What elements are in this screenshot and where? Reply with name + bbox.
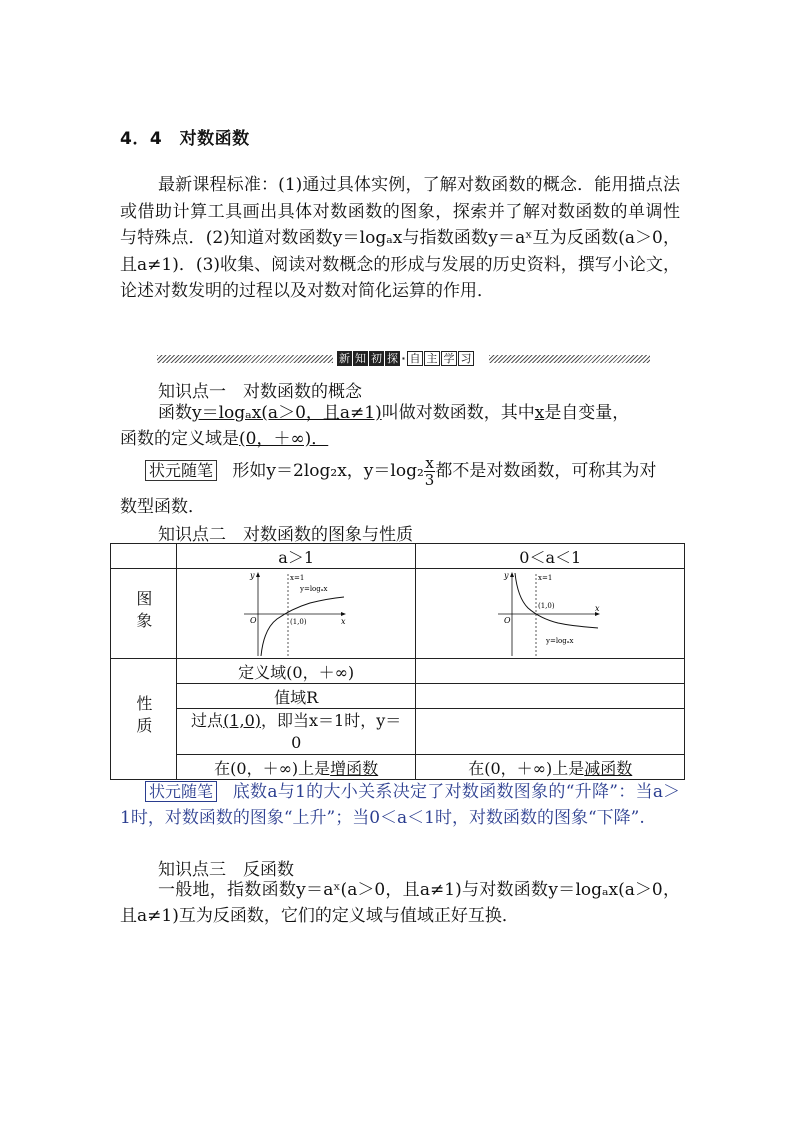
- kp1-line1: [158, 400, 629, 426]
- point-text: ，即当x＝1时，y＝: [261, 710, 402, 730]
- cell-domain: 定义域(0，＋∞): [176, 659, 416, 684]
- kp1-text: 叫做对数函数，其中: [381, 403, 535, 423]
- kp2-title: 知识点二 对数函数的图象与性质: [158, 525, 413, 545]
- line-label: x=1: [290, 573, 305, 582]
- fraction-denominator: 3: [424, 471, 435, 489]
- cell-increasing: [176, 755, 416, 780]
- note2-tag: 状元随笔: [145, 781, 217, 802]
- banner-char: 习: [458, 351, 474, 366]
- curve-label: y=logₐx: [300, 584, 328, 593]
- section-banner: [157, 351, 650, 367]
- cell-range: 值域R: [176, 684, 416, 709]
- kp1-text: 函数的定义域是: [120, 429, 239, 449]
- point-text: 0: [291, 732, 302, 752]
- note1-text: 形如y＝2log₂x，y＝log₂: [232, 461, 424, 481]
- fraction-numerator: x: [425, 454, 434, 472]
- banner-char: 学: [441, 351, 457, 366]
- note1: [145, 455, 656, 488]
- fraction: [424, 455, 436, 488]
- section-heading: 4．4 对数函数: [120, 129, 250, 149]
- origin-label: O: [504, 615, 511, 625]
- graph-decreasing: [496, 570, 604, 658]
- row-label-properties-text: 性质: [133, 695, 153, 739]
- graph-cell-increasing: [176, 569, 416, 659]
- log-curve: [515, 573, 598, 628]
- origin-label: O: [250, 615, 257, 625]
- y-label: y: [250, 570, 255, 580]
- kp1-title: 知识点一 对数函数的概念: [158, 382, 362, 402]
- cell-decreasing: [416, 755, 685, 780]
- graph-cell-decreasing: [416, 569, 685, 659]
- log-curve: [261, 597, 344, 656]
- note1-text-cont: 数型函数．: [120, 497, 205, 517]
- banner-char: 新: [339, 352, 350, 365]
- cell-empty: [416, 659, 685, 684]
- kp1-domain: (0，＋∞)．: [239, 429, 329, 449]
- banner-char: 探: [387, 352, 398, 365]
- note2-text: 底数a与1的大小关系决定了对数函数图象的“升降”：当a＞1时，对数函数的图象“上升”；当0＜a＜1时，对数函数的图象“下降”.: [120, 782, 681, 828]
- x-label: x: [341, 616, 346, 626]
- table-corner: [111, 544, 177, 569]
- mono-text: 在(0，＋∞)上是: [468, 758, 585, 778]
- point-label: (1,0): [290, 617, 307, 626]
- cell-fixed-point: [176, 709, 416, 755]
- kp1-definition: y＝logₐx(a＞0，且a≠1): [192, 403, 382, 423]
- y-axis-arrow: [510, 572, 514, 577]
- note1-text: 都不是对数函数，可称其为对: [435, 461, 657, 481]
- point-text: 过点: [191, 710, 224, 730]
- cell-empty: [416, 709, 685, 755]
- row-label-properties: [111, 659, 177, 780]
- row-label-graph: [111, 569, 177, 659]
- kp1-text: 函数: [158, 403, 192, 423]
- y-label: y: [504, 570, 509, 580]
- line-label: x=1: [538, 573, 553, 582]
- banner-char: 自: [407, 351, 423, 366]
- point-value: (1,0): [223, 710, 261, 730]
- y-axis-arrow: [256, 572, 260, 577]
- kp1-text: 是自变量，: [544, 403, 630, 423]
- header-a-greater-1: a＞1: [176, 544, 416, 569]
- banner-char: 主: [424, 351, 440, 366]
- graph-increasing: [242, 570, 350, 658]
- header-a-between-0-1: 0＜a＜1: [416, 544, 685, 569]
- x-axis-arrow: [341, 612, 346, 616]
- curve-label: y=logₐx: [546, 636, 574, 645]
- banner-hatch-right: [489, 355, 650, 363]
- point-label: (1,0): [538, 601, 555, 610]
- banner-dot: ·: [401, 352, 406, 365]
- banner-char: 知: [355, 352, 366, 365]
- banner-char: 初: [371, 352, 382, 365]
- mono-value: 减函数: [584, 758, 633, 778]
- cell-empty: [416, 684, 685, 709]
- mono-value: 增函数: [330, 758, 379, 778]
- note1-tag: 状元随笔: [145, 460, 217, 481]
- kp1-variable: x: [534, 403, 545, 423]
- curriculum-standard: 最新课程标准：(1)通过具体实例，了解对数函数的概念．能用描点法或借助计算工具画出具体对数函数的图象，探索并了解对数函数的单调性与特殊点．(2)知道对数函数y＝logₐx与指数函数y＝aˣ互为反函数(a＞0，且a≠1)．(3)收集、阅读对数概念的形成与发展的历史资料，撰写小论文，论述对数发明的过程以及对数对简化运算的作用．: [120, 175, 680, 301]
- mono-text: 在(0，＋∞)上是: [214, 758, 331, 778]
- banner-badge: [337, 351, 474, 367]
- banner-hatch-left: [157, 355, 333, 363]
- x-label: x: [595, 603, 600, 613]
- properties-table: [110, 543, 685, 780]
- row-label-graph-text: 图象: [133, 589, 153, 634]
- kp3-text: 一般地，指数函数y＝aˣ(a＞0，且a≠1)与对数函数y＝logₐx(a＞0，且a≠1)互为反函数，它们的定义域与值域正好互换．: [120, 880, 680, 926]
- kp3-title: 知识点三 反函数: [158, 860, 294, 880]
- note2: [120, 779, 680, 831]
- kp1-line2: [120, 426, 328, 452]
